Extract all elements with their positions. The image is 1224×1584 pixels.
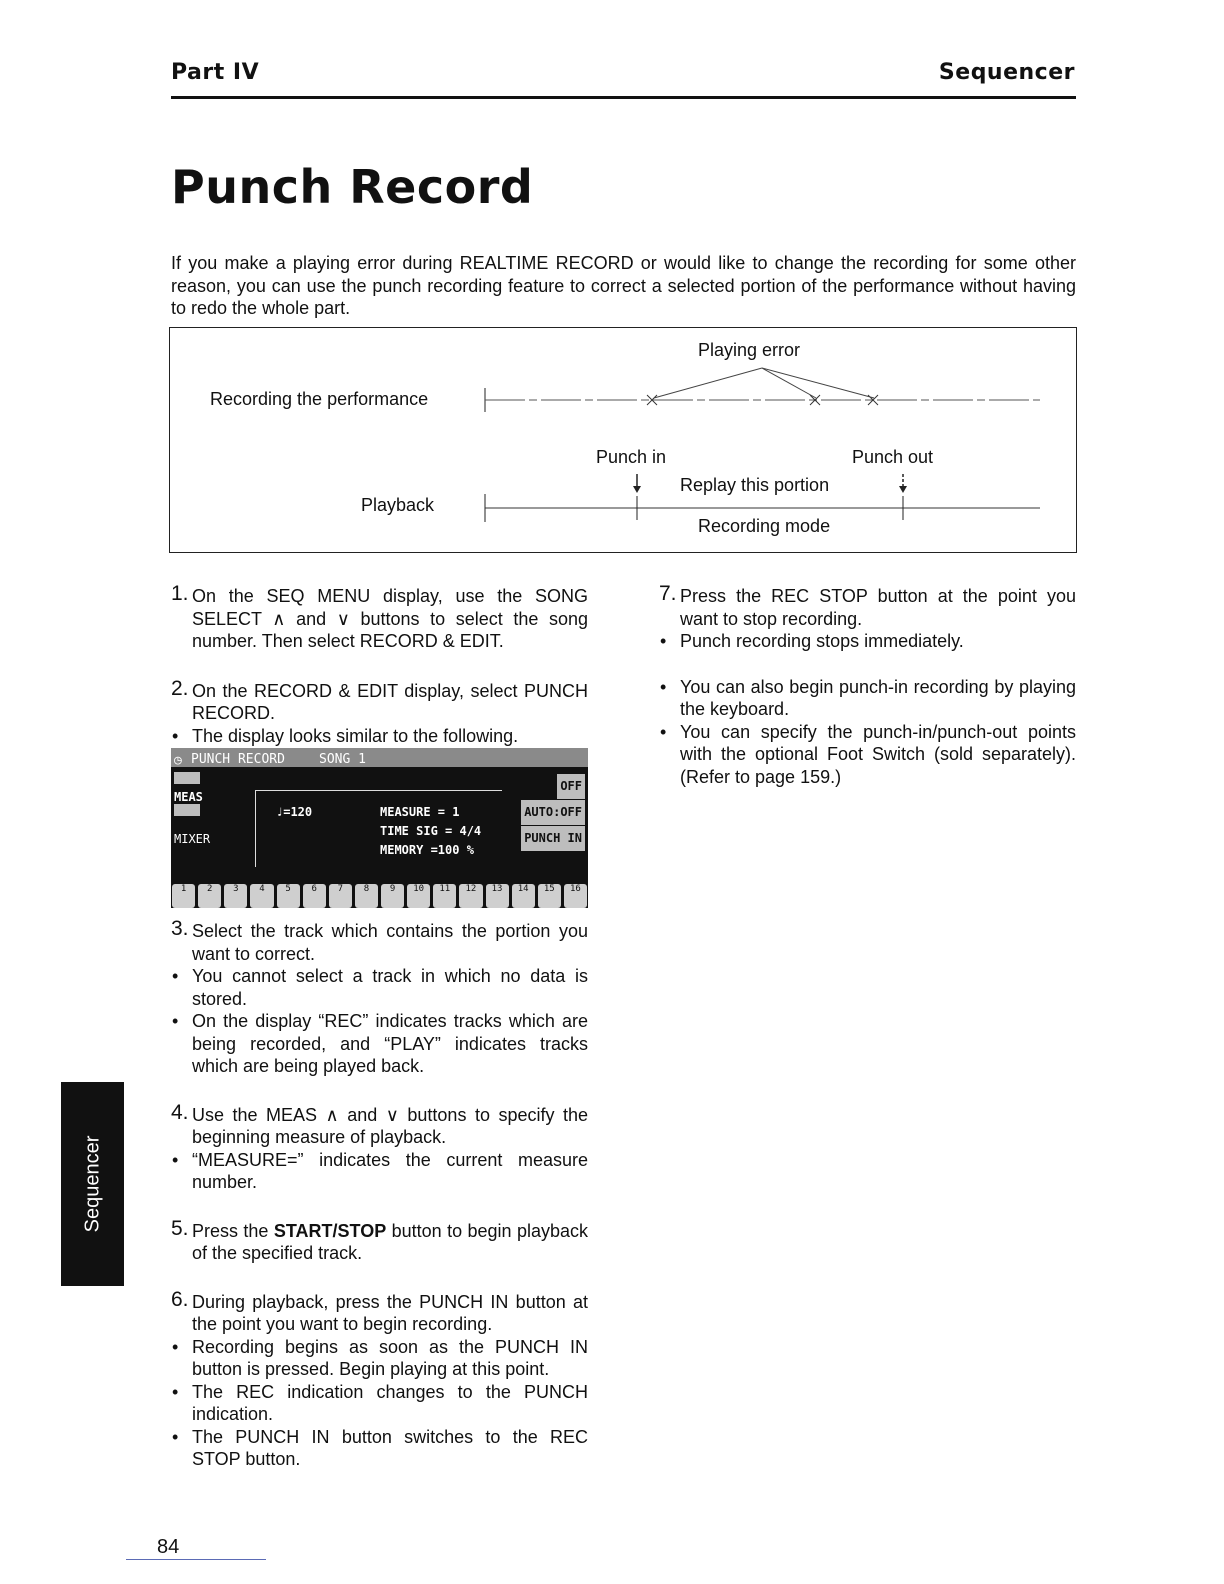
label-playback: Playback bbox=[361, 495, 435, 515]
step-number: 6. bbox=[171, 1287, 189, 1311]
track-button: 12 bbox=[459, 884, 482, 908]
track-button: 2 bbox=[198, 884, 221, 908]
bullet: • The display looks similar to the following. bbox=[171, 725, 588, 748]
header-part: Part IV bbox=[171, 60, 260, 85]
note-bullet: • You can specify the punch-in/punch-out points with the optional Foot Switch (sold separately). (Refer to page 159.) bbox=[659, 721, 1076, 789]
side-tab-label: Sequencer bbox=[81, 1135, 103, 1233]
start-stop-label: START/STOP bbox=[273, 1220, 387, 1241]
lcd-track-row bbox=[171, 884, 588, 908]
note-bullet: • You can also begin punch-in recording by playing the keyboard. bbox=[659, 676, 1076, 721]
lcd-mixer: MIXER bbox=[174, 832, 211, 846]
diagram-lines bbox=[170, 328, 1076, 552]
step-number: 3. bbox=[171, 917, 189, 940]
bullet: • Punch recording stops immediately. bbox=[659, 630, 1076, 653]
lcd-timesig: TIME SIG = 4/4 bbox=[380, 824, 482, 838]
step-text bbox=[171, 1216, 588, 1265]
step-4 bbox=[171, 1100, 588, 1149]
step-number: 2. bbox=[171, 676, 189, 700]
step-7 bbox=[659, 582, 1076, 630]
step-number: 7. bbox=[659, 582, 677, 605]
track-button: 7 bbox=[329, 884, 352, 908]
step-number: 5. bbox=[171, 1216, 189, 1240]
footer-rule bbox=[126, 1559, 266, 1560]
right-column bbox=[659, 582, 1076, 788]
punch-record-display bbox=[171, 748, 588, 908]
track-button: 8 bbox=[355, 884, 378, 908]
clock-icon: ◷ bbox=[174, 753, 182, 768]
bullet: • You cannot select a track in which no data is stored. bbox=[171, 965, 588, 1010]
section-side-tab bbox=[61, 1082, 124, 1286]
label-replay: Replay this portion bbox=[680, 475, 830, 495]
step-2 bbox=[171, 676, 588, 725]
label-punch-out: Punch out bbox=[852, 447, 934, 467]
left-column bbox=[171, 582, 588, 1471]
track-button: 15 bbox=[538, 884, 561, 908]
track-button: 6 bbox=[303, 884, 326, 908]
lcd-punch-in: PUNCH IN bbox=[521, 826, 585, 851]
header-rule bbox=[171, 96, 1076, 99]
track-button: 11 bbox=[433, 884, 456, 908]
step-number: 4. bbox=[171, 1100, 189, 1124]
track-button: 9 bbox=[381, 884, 404, 908]
step-1 bbox=[171, 582, 588, 653]
lcd-auto: AUTO:OFF bbox=[521, 800, 585, 825]
step-5 bbox=[171, 1216, 588, 1265]
track-button: 16 bbox=[564, 884, 587, 908]
step-text: During playback, press the PUNCH IN button at the point you want to begin recording. bbox=[192, 1291, 588, 1334]
page-title: Punch Record bbox=[171, 160, 534, 214]
lcd-meas: MEAS bbox=[174, 790, 203, 804]
bullet: • Recording begins as soon as the PUNCH IN button is pressed. Begin playing at this point. bbox=[171, 1336, 588, 1381]
step-text: On the RECORD & EDIT display, select PUNCH RECORD. bbox=[192, 680, 588, 723]
step-text-pre: Press the bbox=[192, 1220, 274, 1241]
lcd-song: SONG 1 bbox=[319, 752, 366, 767]
bullet: • The PUNCH IN button switches to the REC STOP button. bbox=[171, 1426, 588, 1471]
track-button: 13 bbox=[486, 884, 509, 908]
step-3 bbox=[171, 917, 588, 965]
lcd-down-button bbox=[174, 804, 200, 816]
track-button: 5 bbox=[277, 884, 300, 908]
punch-diagram bbox=[169, 327, 1077, 553]
track-button: 10 bbox=[407, 884, 430, 908]
track-button: 3 bbox=[224, 884, 247, 908]
track-button: 1 bbox=[172, 884, 195, 908]
header-section: Sequencer bbox=[938, 60, 1075, 85]
bullet: • The REC indication changes to the PUNCH indication. bbox=[171, 1381, 588, 1426]
lcd-off: OFF bbox=[557, 774, 585, 799]
lcd-memory: MEMORY =100 % bbox=[380, 843, 474, 857]
label-recording-mode: Recording mode bbox=[698, 516, 831, 536]
lcd-tempo: ♩=120 bbox=[276, 805, 313, 819]
bullet: • On the display “REC” indicates tracks which are being recorded, and “PLAY” indicates tracks which are being played back. bbox=[171, 1010, 588, 1078]
track-button: 4 bbox=[250, 884, 273, 908]
step-text: Use the MEAS ∧ and ∨ buttons to specify the beginning measure of playback. bbox=[192, 1104, 588, 1147]
label-punch-in: Punch in bbox=[596, 447, 667, 467]
step-number: 1. bbox=[171, 582, 189, 605]
intro-paragraph: If you make a playing error during REALTIME RECORD or would like to change the recording for some other reason, you can use the punch recording feature to correct a selected portion of the performance without having to redo the whole part. bbox=[171, 253, 1076, 318]
lcd-up-button bbox=[174, 772, 200, 784]
step-text-post: button to begin playback of the specified track. bbox=[192, 1220, 588, 1263]
bullet: • “MEASURE=” indicates the current measure number. bbox=[171, 1149, 588, 1194]
lcd-measure: MEASURE = 1 bbox=[380, 805, 460, 819]
page-number: 84 bbox=[157, 1536, 180, 1558]
lcd-info-box bbox=[255, 790, 502, 867]
step-text: Press the REC STOP button at the point you want to stop recording. bbox=[680, 586, 1076, 629]
track-button: 14 bbox=[512, 884, 535, 908]
step-text: Select the track which contains the portion you want to correct. bbox=[192, 921, 588, 964]
lcd-title: PUNCH RECORD bbox=[191, 752, 285, 767]
label-playing-error: Playing error bbox=[698, 340, 801, 360]
label-recording: Recording the performance bbox=[210, 389, 429, 409]
step-6 bbox=[171, 1287, 588, 1336]
step-text: On the SEQ MENU display, use the SONG SELECT ∧ and ∨ buttons to select the song number. Then select RECORD & EDIT. bbox=[192, 586, 588, 651]
